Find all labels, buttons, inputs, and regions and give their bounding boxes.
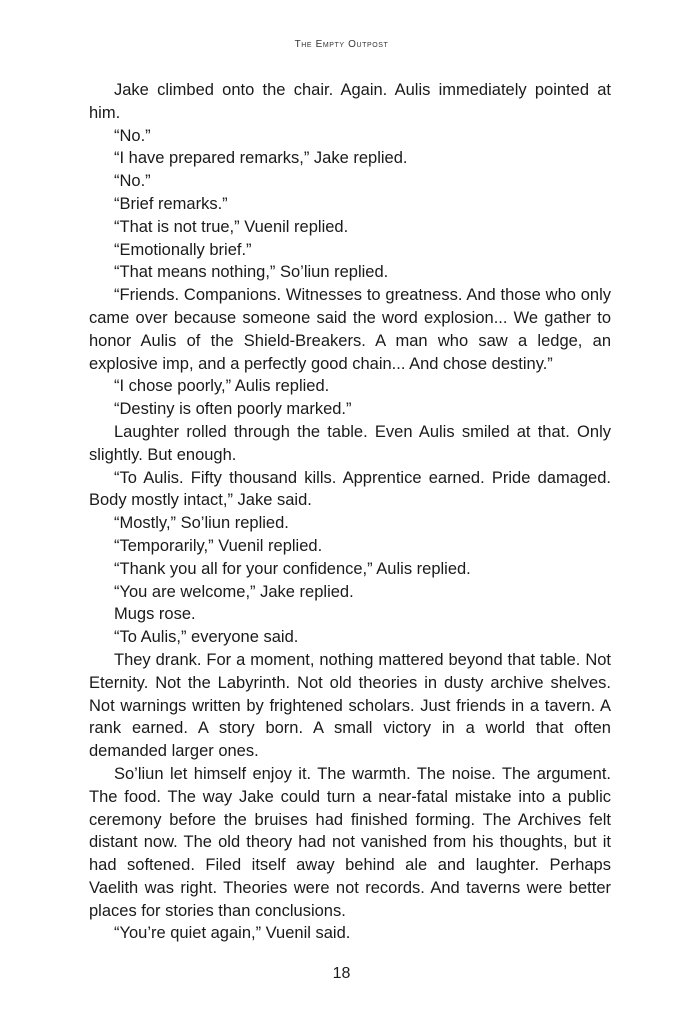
running-head: The Empty Outpost xyxy=(294,39,389,50)
paragraph: “Destiny is often poorly marked.” xyxy=(114,400,352,419)
body-text xyxy=(89,79,611,945)
paragraph: They drank. For a moment, nothing mattered beyond that table. Not Eternity. Not the Labyrinth. Not old theories in dusty archive shelves. Not warnings written by frightened scholars. Just friends in a tavern. A rank earned. A story born. A small victory in a world that often demanded larger ones. xyxy=(89,650,611,761)
paragraph: “Emotionally brief.” xyxy=(114,240,252,259)
page-number: 18 xyxy=(332,965,351,982)
paragraph: Mugs rose. xyxy=(114,605,196,624)
paragraph: “That is not true,” Vuenil replied. xyxy=(114,217,349,236)
paragraph: “I chose poorly,” Aulis replied. xyxy=(114,377,330,396)
paragraph: “To Aulis. Fifty thousand kills. Apprentice earned. Pride damaged. Body mostly intact,” Jake said. xyxy=(89,468,611,510)
paragraph: “Temporarily,” Vuenil replied. xyxy=(114,536,323,555)
paragraph: “Friends. Companions. Witnesses to greatness. And those who only came over because someone said the word explosion... We gather to honor Aulis of the Shield-Breakers. A man who saw a ledge, an explosive imp, and a perfectly good chain... And chose destiny.” xyxy=(89,286,611,373)
paragraph: “I have prepared remarks,” Jake replied. xyxy=(114,149,408,168)
paragraph: So’liun let himself enjoy it. The warmth. The noise. The argument. The food. The way Jake could turn a near-fatal mistake into a public ceremony before the bruises had finished forming. The Archives felt distant now. The old theory had not vanished from his thoughts, but it had softened. Filed itself away behind ale and laughter. Perhaps Vaelith was right. Theories were not records. And taverns were better places for stories than conclusions. xyxy=(89,764,611,920)
paragraph: “No.” xyxy=(114,172,151,191)
paragraph: Laughter rolled through the table. Even Aulis smiled at that. Only slightly. But enough. xyxy=(89,422,611,464)
paragraph: “That means nothing,” So’liun replied. xyxy=(114,263,389,282)
paragraph: “Mostly,” So’liun replied. xyxy=(114,514,289,533)
paragraph: “You are welcome,” Jake replied. xyxy=(114,582,354,601)
paragraph: “Thank you all for your confidence,” Aulis replied. xyxy=(114,559,471,578)
paragraph: Jake climbed onto the chair. Again. Aulis immediately pointed at him. xyxy=(89,81,611,122)
paragraph: “Brief remarks.” xyxy=(114,194,228,213)
paragraph: “To Aulis,” everyone said. xyxy=(114,628,299,647)
paragraph: “No.” xyxy=(114,126,151,145)
paragraph: “You’re quiet again,” Vuenil said. xyxy=(114,924,351,943)
